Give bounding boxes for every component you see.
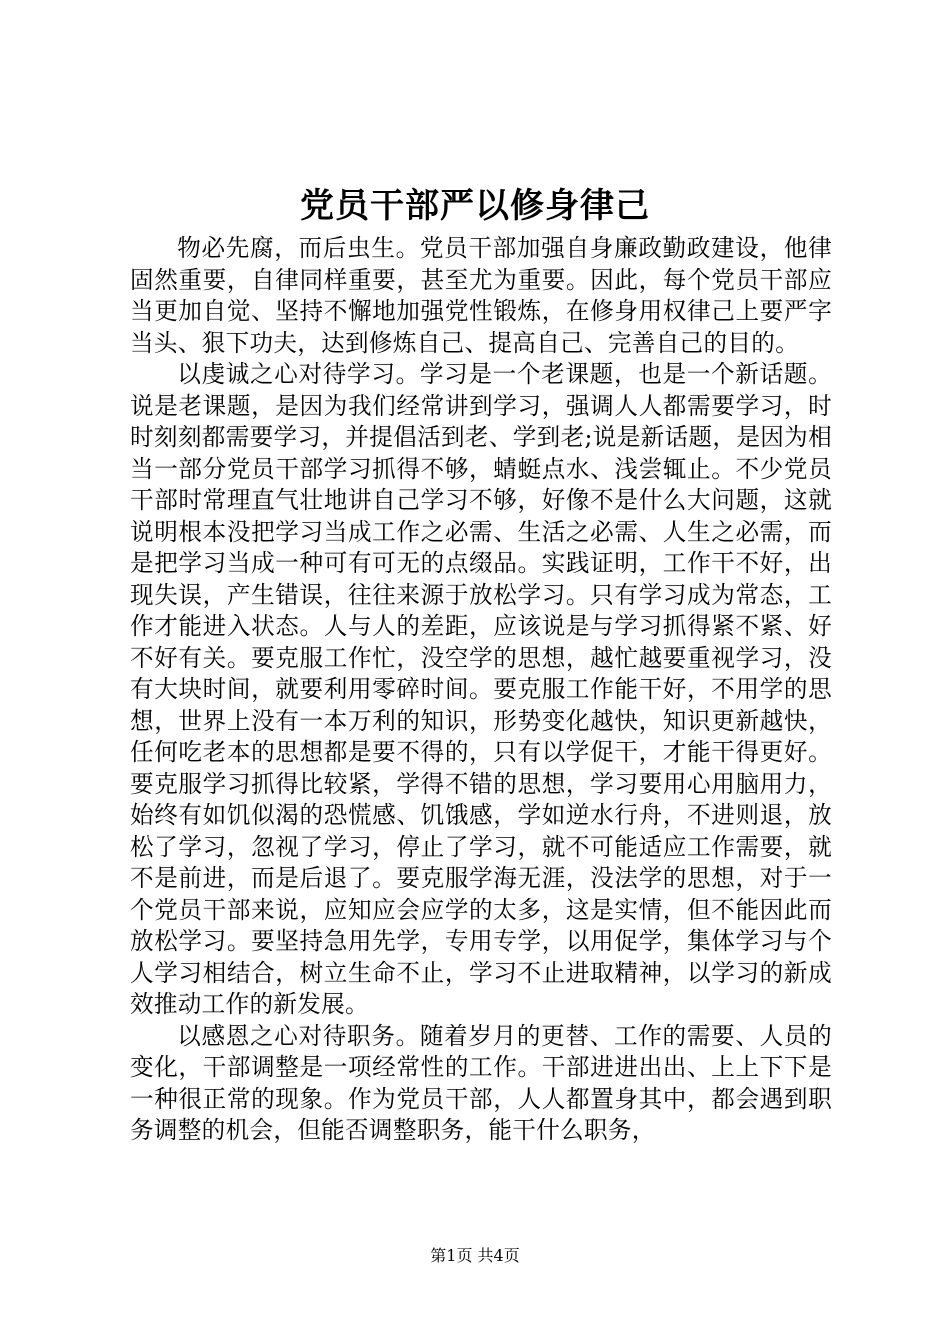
paragraph-study: 以虔诚之心对待学习。学习是一个老课题，也是一个新话题。说是老课题，是因为我们经常讲到学习，强调人人都需要学习，时时刻刻都需要学习，并提倡活到老、学到老;说是新话题，是因为相当一部分党员干部学习抓得不够，蜻蜓点水、浅尝辄止。不少党员干部时常理直气壮地讲自己学习不够，好像不是什么大问题，这就说明根本没把学习当成工作之必需、生活之必需、人生之必需，而是把学习当成一种可有可无的点缀品。实践证明，工作干不好，出现失误，产生错误，往往来源于放松学习。只有学习成为常态，工作才能进入状态。人与人的差距，应该说是与学习抓得紧不紧、好不好有关。要克服工作忙，没空学的思想，越忙越要重视学习，没有大块时间，就要利用零碎时间。要克服工作能干好，不用学的思想，世界上没有一本万利的知识，形势变化越快，知识更新越快，任何吃老本的思想都是要不得的，只有以学促干，才能干得更好。要克服学习抓得比较紧，学得不错的思想，学习要用心用脑用力，始终有如饥似渴的恐慌感、饥饿感，学如逆水行舟，不进则退，放松了学习，忽视了学习，停止了学习，就不可能适应工作需要，就不是前进，而是后退了。要克服学海无涯，没法学的思想，对于一个党员干部来说，应知应会应学的太多，这是实情，但不能因此而放松学习。要坚持急用先学，专用专学，以用促学，集体学习与个人学习相结合，树立生命不止，学习不止进取精神，以学习的新成效推动工作的新发展。 <box>130 360 832 1018</box>
document-title: 党员干部严以修身律己 <box>300 186 650 226</box>
page-number-footer: 第1页 共4页 <box>430 1246 520 1265</box>
paragraph-intro: 物必先腐，而后虫生。党员干部加强自身廉政勤政建设，他律固然重要，自律同样重要，甚至尤为重要。因此，每个党员干部应当更加自觉、坚持不懈地加强党性锻炼，在修身用权律己上要严字当头、狠下功夫，达到修炼自己、提高自己、完善自己的目的。 <box>130 234 832 357</box>
paragraph-duty: 以感恩之心对待职务。随着岁月的更替、工作的需要、人员的变化，干部调整是一项经常性的工作。干部进进出出、上上下下是一种很正常的现象。作为党员干部，人人都置身其中，都会遇到职务调整的机会，但能否调整职务，能干什么职务， <box>130 1021 832 1144</box>
document-body <box>130 233 832 1147</box>
